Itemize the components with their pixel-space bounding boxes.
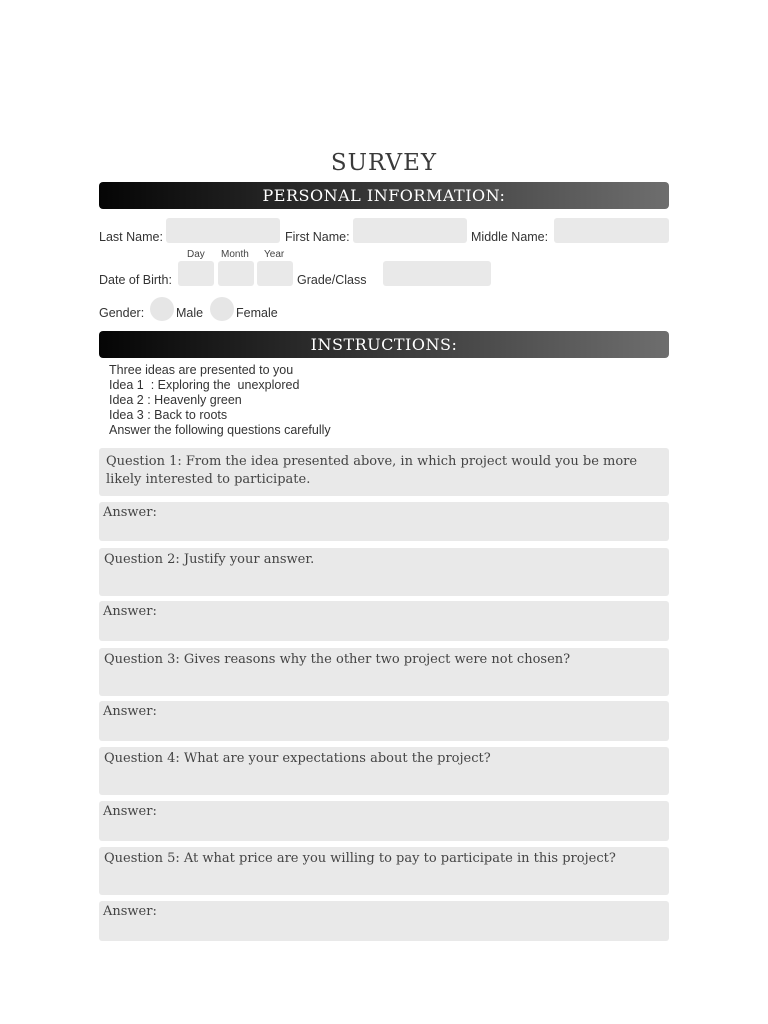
male-label: Male <box>176 306 204 320</box>
first-name-label: First Name: <box>285 230 350 244</box>
month-label: Month <box>221 249 249 260</box>
female-label: Female <box>236 306 278 320</box>
instruction-line: Idea 2 : Heavenly green <box>109 393 242 407</box>
year-label: Year <box>264 249 285 260</box>
gender-label: Gender: <box>99 306 145 320</box>
middle-name-field[interactable] <box>554 218 669 243</box>
birth-year-field[interactable] <box>257 261 293 286</box>
instruction-line: Answer the following questions carefully <box>109 423 331 437</box>
question-1-text: Question 1: From the idea presented above, in which project would you be more likely interested to participate. <box>106 454 638 487</box>
instruction-line: Three ideas are presented to you <box>109 363 294 377</box>
first-name-field[interactable] <box>353 218 467 243</box>
answer-1-field[interactable] <box>99 502 669 541</box>
question-5-text: Question 5: At what price are you willing to pay to participate in this project? <box>104 851 616 866</box>
instructions-banner: INSTRUCTIONS: <box>99 331 669 358</box>
answer-2-label: Answer: <box>103 604 157 619</box>
answer-5-field[interactable] <box>99 901 669 941</box>
instructions-list <box>109 363 331 438</box>
answer-1-label: Answer: <box>103 505 157 520</box>
last-name-field[interactable] <box>166 218 280 243</box>
question-2-text: Question 2: Justify your answer. <box>104 552 315 567</box>
question-3-panel <box>99 648 669 696</box>
instruction-line: Idea 1 : Exploring the unexplored <box>109 378 300 392</box>
instruction-line: Idea 3 : Back to roots <box>109 408 228 422</box>
question-3-text: Question 3: Gives reasons why the other two project were not chosen? <box>104 652 571 667</box>
grade-class-field[interactable] <box>383 261 491 286</box>
question-5-panel <box>99 847 669 895</box>
middle-name-label: Middle Name: <box>471 230 549 244</box>
birth-day-field[interactable] <box>178 261 214 286</box>
survey-title: SURVEY <box>330 150 438 176</box>
answer-2-field[interactable] <box>99 601 669 641</box>
last-name-label: Last Name: <box>99 230 163 244</box>
male-radio[interactable] <box>150 297 174 321</box>
question-4-panel <box>99 747 669 795</box>
date-of-birth-label: Date of Birth: <box>99 273 172 287</box>
answer-5-label: Answer: <box>103 904 157 919</box>
birth-month-field[interactable] <box>218 261 254 286</box>
question-1-panel <box>99 448 669 496</box>
female-radio[interactable] <box>210 297 234 321</box>
day-label: Day <box>187 249 205 260</box>
answer-3-field[interactable] <box>99 701 669 741</box>
personal-information-banner: PERSONAL INFORMATION: <box>99 182 669 209</box>
question-4-text: Question 4: What are your expectations about the project? <box>104 751 491 766</box>
answer-4-label: Answer: <box>103 804 157 819</box>
question-2-panel <box>99 548 669 596</box>
answer-3-label: Answer: <box>103 704 157 719</box>
grade-class-label: Grade/Class <box>297 273 367 287</box>
answer-4-field[interactable] <box>99 801 669 841</box>
